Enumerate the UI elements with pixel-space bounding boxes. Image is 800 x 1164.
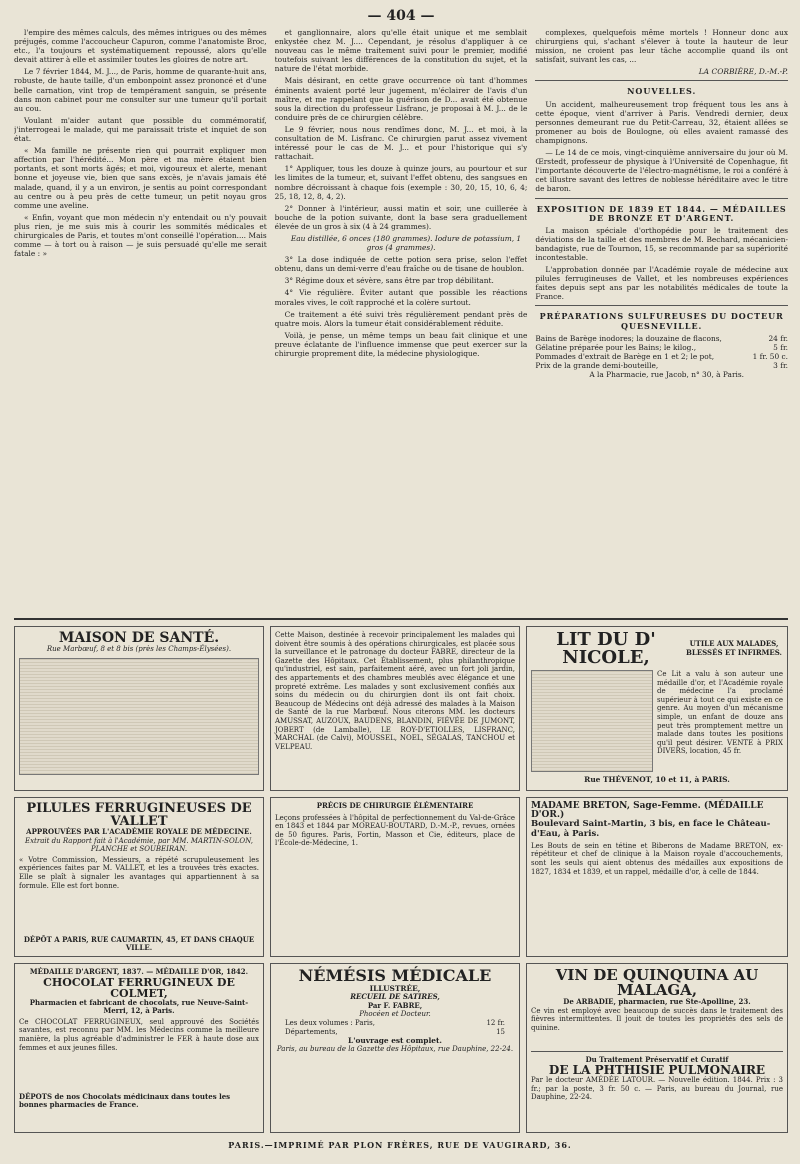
ad-pre-title: Du Traitement Préservatif et Curatif (585, 1054, 729, 1064)
section-title-sulfureuses: PRÉPARATIONS SULFUREUSES DU DOCTEUR QUESNEVILLE. (539, 311, 784, 331)
price-list (535, 334, 788, 370)
paragraph: Mais désirant, en cette grave occurrence où tant d'hommes éminents avaient porté leur jugement, m'éclairer de l'avis d'un maître, et me rappelant que la guérison de D... avait été obtenue sous la direction du professeur Lisfranc, je proposai à M. J... de le conduire près de ce chirurgien célèbre. (274, 76, 528, 122)
ad-title: PRÉCIS DE CHIRURGIE ÉLÉMENTAIRE (316, 801, 474, 810)
ad-header (531, 631, 783, 667)
ad-subtitle: APPROUVÉES PAR L'ACADÉMIE ROYALE DE MÉDECINE. (26, 827, 252, 836)
paragraph: 1° Appliquer, tous les douze à quinze jours, au pourtour et sur les limites de la tumeur, et, suivant l'effet obtenu, des sangsues en nombre décroissant à chaque fois (exemple : 30, 20, 15, 10, 6, 4; 25, 18, 12, 8, 4, 2). (274, 164, 528, 201)
paragraph: Un accident, malheureusement trop fréquent tous les ans à cette époque, vient d'arriver à Paris. Vendredi dernier, deux personnes demeurant rue du Petit-Carreau, 32, étaient allées se promener au bois de Boulogne, où elles avaient ramassé des champignons. (535, 99, 788, 145)
printer-footer: PARIS.—IMPRIMÉ PAR PLON FRÈRES, RUE DE VAUGIRARD, 36. (228, 1140, 572, 1150)
ad-title: PILULES FERRUGINEUSES DE VALLET (26, 801, 252, 829)
ad-subtitle: ILLUSTRÉE, (369, 984, 421, 993)
ad-text: Leçons professées à l'hôpital de perfectionnement du Val-de-Grâce en 1843 et 1844 par MOREAU-BOUTARD, D.-M.-P., revues, ornées de 50 figures. Paris, Fortin, Masson et Cie, éditeurs, place de l'École-de-Médecine, 1. (275, 813, 515, 848)
ad-address: Pharmacien et fabricant de chocolats, rue Neuve-Saint-Merri, 12, à Paris. (29, 997, 249, 1016)
ad-title: NÉMÉSIS MÉDICALE (298, 966, 492, 985)
ad-text: Ce CHOCOLAT FERRUGINEUX, seul approuvé des Sociétés savantes, est reconnu par MM. les Médecins comme la meilleure manière, la plus agréable d'administrer le FER à haute dose aux femmes et aux jeunes filles. (19, 1017, 259, 1052)
ad-breton (526, 797, 788, 957)
section-title-exposition: EXPOSITION DE 1839 ET 1844. — MÉDAILLES DE BRONZE ET D'ARGENT. (536, 203, 787, 223)
paragraph: et ganglionnaire, alors qu'elle était unique et me semblait enkystée chez M. J.... Cependant, je résolus d'appliquer à ce nouveau cas le même traitement suivi pour le premier, modifié toutefois suivant les différences de la constitution du sujet, et la nature de l'état morbide. (274, 28, 528, 74)
ad-lit-nicole (526, 626, 788, 791)
price-row: Gélatine préparée pour les Bains; le kilog., 5 fr. (535, 342, 788, 352)
divider (535, 198, 788, 199)
divider (535, 80, 788, 81)
advertisements (14, 626, 788, 1133)
formula: Eau distillée, 6 onces (180 grammes). Iodure de potassium, 1 gros (4 grammes). (290, 233, 522, 253)
ad-text: « Votre Commission, Messieurs, a répété scrupuleusement les expériences faites par M. VALLET, et les a trouvées très exactes. Elle se plaît à signaler les avantages qui appartiennent à sa formule. Elle est fort bonne. (19, 855, 259, 890)
paragraph: Le 7 février 1844, M. J..., de Paris, homme de quarante-huit ans, robuste, de haute taille, d'un embonpoint assez prononcé et d'une belle carnation, vint trop de tempérament sanguin, se présente dans mon cabinet pour me consulter sur une tumeur qu'il portait au cou. (14, 67, 267, 113)
paragraph: 4° Vie régulière. Éviter autant que possible les réactions morales vives, le coït rapproché et la colère surtout. (274, 288, 528, 307)
ad-text: Les Bouts de sein en tétine et Biberons de Madame BRETON, ex-répétiteur et chef de clinique à la Maison royale d'accouchements, sont les seuls qui aient obtenus des médailles aux expositions de 1827, 1834 et 1839, et un rappel, médaille d'or, à celle de 1844. (531, 841, 783, 876)
price-row: Pommades d'extrait de Barège en 1 et 2; le pot, 1 fr. 50 c. (535, 351, 788, 361)
price-row: Les deux volumes : Paris, 12 fr. (285, 1018, 505, 1027)
article-columns (14, 28, 788, 620)
paragraph: — Le 14 de ce mois, vingt-cinquième anniversaire du jour où M. Œrstedt, professeur de physique à l'Université de Copenhague, fit l'importante découverte de l'électro-magnétisme, le roi a conféré à cet illustre savant des lettres de noblesse héréditaire avec le titre de baron. (535, 148, 788, 194)
divider (535, 305, 788, 306)
ad-address: Rue THÉVENOT, 10 et 11, à PARIS. (584, 775, 730, 784)
ad-address: Paris, au bureau de la Gazette des Hôpitaux, rue Dauphine, 22-24. (276, 1045, 514, 1054)
ad-text: Ce vin est employé avec beaucoup de succès dans le traitement des fièvres intermittentes. Il jouit de toutes les propriétés des sels de quinine. (531, 1006, 783, 1032)
ad-title: CHOCOLAT FERRUGINEUX DE COLMET, (43, 975, 235, 1000)
paragraph: 3° La dose indiquée de cette potion sera prise, selon l'effet obtenu, dans un demi-verre d'eau fraîche ou de tisane de houblon. (274, 255, 528, 274)
paragraph: Le 9 février, nous nous rendîmes donc, M. J... et moi, à la consultation de M. Lisfranc. Ce chirurgien parut assez vivement intéressé pour le cas de M. J... et pour l'historique qui s'y rattachait. (274, 124, 528, 162)
ad-body (531, 670, 783, 772)
ad-text: Ce Lit a valu à son auteur une médaille d'or, et l'Académie royale de médecine l'a proclamé supérieur à tout ce qui existe en ce genre. Au moyen d'un mécanisme simple, un enfant de douze ans peut très promptement mettre un malade dans toutes les positions qu'il peut désirer. VENTE à PRIX DIVERS, location, 45 fr. (657, 670, 783, 756)
ad-title-2: DE LA PHTHISIE PULMONAIRE (548, 1063, 766, 1078)
price-row: Bains de Barège inodores; la douzaine de flacons, 24 fr. (535, 333, 788, 343)
ad-title: VIN DE QUINQUINA AU MALAGA, (555, 966, 759, 999)
ad-title: MAISON DE SANTÉ. (58, 630, 220, 646)
ad-nemesis (270, 963, 520, 1133)
ad-maison-sante-text: Cette Maison, destinée à recevoir principalement les malades qui doivent être soumis à des opérations chirurgicales, est placée sous la surveillance et le patronage du docteur FABRE, directeur de la Gazette des Hôpitaux. Cet Établissement, plus philanthropique qu'industriel, est sain, parfaitement aéré, avec un fort joli jardin, des appartements et des chambres meublés avec élégance et une propreté extrême. Les malades y sont exclusivement confiés aux soins du médecin ou du chirurgien dont ils ont fait choix. Beaucoup de Médecins ont déjà adressé des malades à la Maison de Santé de la rue Marbœuf. Nous citerons MM. les docteurs AMUSSAT, AUZOUX, BAUDENS, BLANDIN, FIÉVÉE DE JUMONT, JOBERT (de Lamballe), LE ROY-D'ETIOLLES, LISFRANC, MARCHAL (de Calvi), MOUSSEL, NOEL, SÉGALAS, TANCHOU et VELPEAU. (270, 626, 520, 791)
paragraph: l'empire des mêmes calculs, des mêmes intrigues ou des mêmes préjugés, comme l'accoucheur Capuron, comme l'anatomiste Broc, etc., l'a toujours et systématiquement repoussé, alors qu'elle devait attirer à elle et assimiler toutes les gloires de notre art. (14, 28, 267, 65)
ad-extract: Extrait du Rapport fait à l'Académie, par MM. MARTIN-SOLON, PLANCHE et SOUBEIRAN. (24, 836, 254, 854)
ad-title: LIT DU D' NICOLE, (556, 629, 656, 668)
paragraph: « Enfin, voyant que mon médecin n'y entendait ou n'y pouvait plus rien, je me suis mis à courir les sommités médicales et chirurgicales de Paris, et toutes m'ont conseillé l'opération.... Mais comme — à tort ou à raison — je suis persuadé qu'elle me serait fatale : » (14, 212, 267, 259)
bed-illustration (531, 670, 653, 772)
ad-subtitle: UTILE AUX MALADES, BLESSÉS ET INFIRMES. (685, 639, 782, 657)
column-1 (14, 28, 267, 618)
ad-precis-chirurgie (270, 797, 520, 957)
address: A la Pharmacie, rue Jacob, n° 30, à Paris. (589, 370, 744, 379)
ad-maison-sante (14, 626, 264, 791)
paragraph: 2° Donner à l'intérieur, aussi matin et soir, une cuillerée à bouche de la potion suivante, dont la base sera graduellement élevée de un gros à six (4 à 24 grammes). (274, 203, 528, 231)
ad-colmet (14, 963, 264, 1133)
price-row: Départements, 15 (285, 1027, 505, 1036)
paragraph: Voulant m'aider autant que possible du commémoratif, j'interrogeai le malade, qui me paraissait triste et inquiet de son état. (14, 115, 267, 144)
section-title-nouvelles: NOUVELLES. (627, 86, 697, 97)
ad-author-2: Phocéen et Docteur. (359, 1010, 431, 1019)
ad-address: Boulevard Saint-Martin, 3 bis, en face le Château-d'Eau, à Paris. (531, 819, 771, 839)
ad-depot: DÉPÔT A PARIS, RUE CAUMARTIN, 45, ET DANS CHAQUE VILLE. (23, 934, 255, 953)
ad-author: Par F. FABRE, (367, 1000, 423, 1010)
ad-text-2: Par le docteur AMÉDÉE LATOUR. — Nouvelle édition. 1844. Prix : 3 fr.; par la poste, 3 fr. 50 c. — Paris, au bureau du Journal, rue Dauphine, 22-24. (531, 1076, 783, 1102)
column-2 (275, 28, 528, 618)
building-illustration (19, 658, 259, 775)
paragraph: Ce traitement a été suivi très régulièrement pendant près de quatre mois. Alors la tumeur était considérablement réduite. (274, 309, 528, 328)
ad-subtitle-2: RECUEIL DE SATIRES, (350, 992, 440, 1002)
paragraph: « Ma famille ne présente rien qui pourrait expliquer mon affection par l'hérédité... Mon père et ma mère étaient bien portants, et sont morts âgés; et moi, vigoureux et alerte, menant bonne et joyeuse vie, bien que sans excès, je n'avais jamais été malade, quand, il y a un environ, je sentis au point correspondant au centre ou à peu près de cette tumeur, un petit noyau gros comme une aveline. (14, 146, 267, 210)
ad-subtitle: De ARBADIE, pharmacien, rue Ste-Apolline, 23. (563, 997, 751, 1006)
ad-vallet (14, 797, 264, 957)
ad-title: MADAME BRETON, Sage-Femme. (MÉDAILLE D'OR.) (531, 801, 764, 821)
paragraph: L'approbation donnée par l'Académie royale de médecine aux pilules ferrugineuses de Vallet, et les nombreuses expériences faites depuis sept ans par les notabilités médicales de toute la France. (535, 265, 788, 302)
ad-subtitle: Rue Marbœuf, 8 et 8 bis (près les Champs-Élysées). (46, 645, 232, 653)
price-row: Prix de la grande demi-bouteille, 3 fr. (535, 360, 788, 370)
paragraph: Voilà, je pense, un même temps un beau fait clinique et une preuve éclatante de l'influence immense que peut exercer sur la chirurgie proprement dite, la médecine physiologique. (274, 330, 528, 358)
signature: LA CORBIÈRE, D.-M.-P. (698, 67, 788, 77)
paragraph: 3° Régime doux et sévère, sans être par trop débilitant. (284, 276, 494, 286)
divider (531, 1051, 783, 1052)
ad-depot: DÉPOTS de nos Chocolats médicinaux dans toutes les bonnes pharmacies de France. (19, 1091, 231, 1110)
ad-quinquina (526, 963, 788, 1133)
ad-medal: MÉDAILLE D'ARGENT, 1837. — MÉDAILLE D'OR, 1842. (29, 967, 249, 976)
paragraph: La maison spéciale d'orthopédie pour le traitement des déviations de la taille et des membres de M. Bechard, mécanicien-bandagiste, rue de Tournon, 15, se recommande par sa supériorité incontestable. (535, 225, 788, 262)
column-3 (535, 28, 788, 618)
page-number: — 404 — (367, 8, 435, 24)
ad-complete: L'ouvrage est complet. (348, 1036, 442, 1046)
paragraph: complexes, quelquefois même mortels ! Honneur donc aux chirurgiens qui, s'achant s'élever à toute la hauteur de leur mission, ne croient pas leur tâche accomplie quand ils ont satisfait, suivant les cas, ... (535, 28, 788, 65)
